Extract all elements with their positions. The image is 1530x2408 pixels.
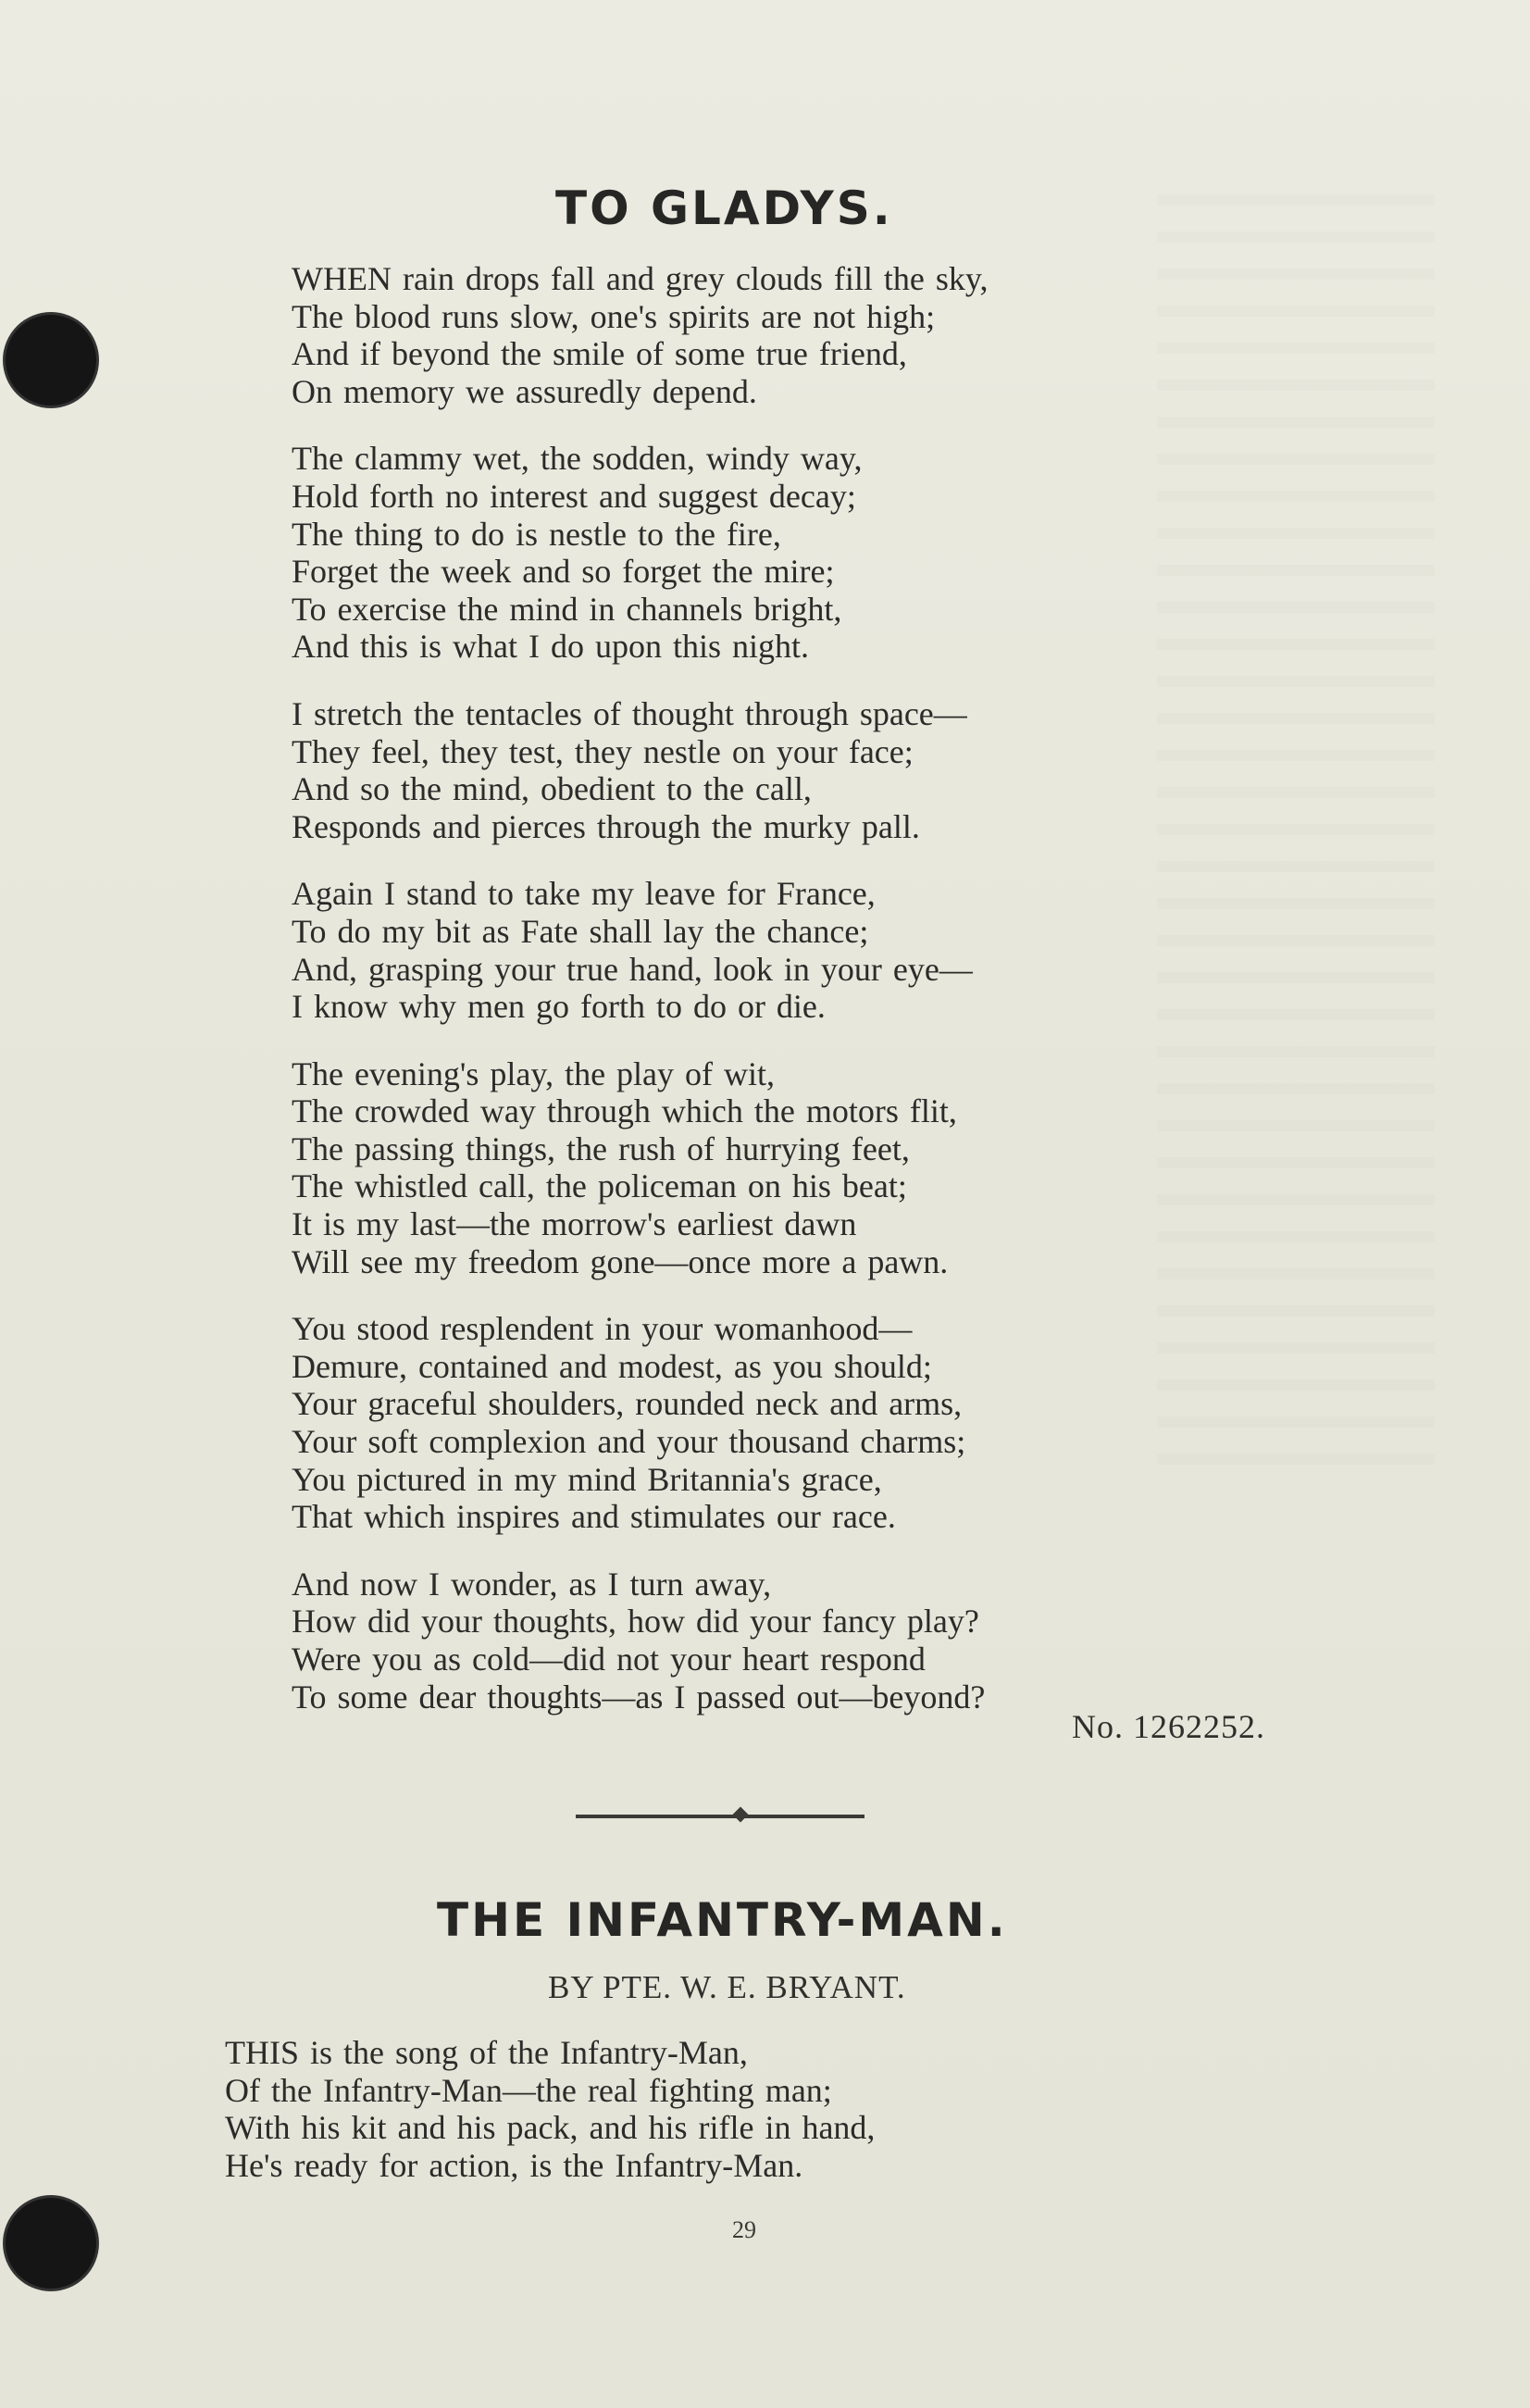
poem-line: And now I wonder, as I turn away,	[292, 1565, 772, 1603]
poem-line: The clammy wet, the sodden, windy way,	[292, 440, 863, 478]
poem-line: And so the mind, obedient to the call,	[292, 770, 812, 808]
poem-line: They feel, they test, they nestle on your face;	[292, 732, 914, 770]
stanza	[292, 695, 988, 845]
poem-line: Your soft complexion and your thousand charms;	[292, 1423, 966, 1461]
poem-line: The passing things, the rush of hurrying feet,	[292, 1129, 910, 1167]
poem-line: And if beyond the smile of some true friend,	[292, 335, 907, 373]
poem-line: Forget the week and so forget the mire;	[292, 553, 835, 591]
poem-line: It is my last—the morrow's earliest dawn	[292, 1205, 857, 1243]
poem-title-infantry-man: THE INFANTRY-MAN.	[437, 1893, 1008, 1947]
poem-line: Again I stand to take my leave for France,	[292, 875, 876, 913]
stanza	[292, 875, 988, 1025]
poem-line: How did your thoughts, how did your fancy play?	[292, 1603, 979, 1641]
poem-line: He's ready for action, is the Infantry-Man.	[225, 2146, 803, 2184]
poem-line: Demure, contained and modest, as you should;	[292, 1347, 932, 1385]
poem-line: The blood runs slow, one's spirits are not high;	[292, 297, 936, 335]
poem-line: The evening's play, the play of wit,	[292, 1054, 776, 1092]
punch-hole-top	[6, 315, 96, 405]
poem-body-infantry-man	[225, 2034, 875, 2184]
poem-line: On memory we assuredly depend.	[292, 372, 757, 410]
poem-line: The thing to do is nestle to the fire,	[292, 515, 781, 553]
stanza	[292, 1310, 988, 1536]
poem-line: Responds and pierces through the murky pall.	[292, 807, 920, 845]
stanza	[225, 2034, 875, 2184]
poem-line: THIS is the song of the Infantry-Man,	[225, 2034, 748, 2071]
poem-line: WHEN rain drops fall and grey clouds fill the sky,	[292, 260, 989, 297]
poem-line: That which inspires and stimulates our race.	[292, 1498, 896, 1536]
poem-line: You stood resplendent in your womanhood—	[292, 1310, 913, 1348]
poem-line: To do my bit as Fate shall lay the chance;	[292, 912, 869, 950]
poem-line: You pictured in my mind Britannia's grace,	[292, 1460, 882, 1498]
poem-line: Hold forth no interest and suggest decay;	[292, 477, 856, 515]
poem-line: And this is what I do upon this night.	[292, 628, 810, 666]
poem-signature: No. 1262252.	[1072, 1708, 1265, 1745]
poem-body-to-gladys	[292, 260, 988, 1716]
show-through-texture	[1157, 194, 1435, 1491]
poem-line: Your graceful shoulders, rounded neck and arms,	[292, 1385, 963, 1423]
poem-line: The whistled call, the policeman on his beat;	[292, 1167, 907, 1205]
poem-line: Of the Infantry-Man—the real fighting man;	[225, 2071, 832, 2109]
page-number: 29	[732, 2216, 756, 2243]
poem-title-to-gladys: TO GLADYS.	[555, 181, 893, 235]
stanza	[292, 440, 988, 666]
poem-line: Were you as cold—did not your heart respond	[292, 1641, 926, 1678]
poem-line: The crowded way through which the motors flit,	[292, 1092, 957, 1130]
punch-hole-bottom	[6, 2198, 96, 2289]
stanza	[292, 1566, 988, 1716]
poem-line: With his kit and his pack, and his rifle in hand,	[225, 2109, 876, 2147]
stanza	[292, 1055, 988, 1281]
poem-line: To some dear thoughts—as I passed out—beyond?	[292, 1678, 986, 1716]
poem-line: I stretch the tentacles of thought through space—	[292, 694, 967, 732]
poem-byline: BY PTE. W. E. BRYANT.	[548, 1969, 906, 2005]
section-divider	[576, 1815, 865, 1818]
poem-line: To exercise the mind in channels bright,	[292, 590, 842, 628]
poem-line: Will see my freedom gone—once more a pawn.	[292, 1242, 949, 1280]
poem-line: And, grasping your true hand, look in your eye—	[292, 950, 973, 988]
stanza	[292, 260, 988, 410]
poem-line: I know why men go forth to do or die.	[292, 988, 826, 1026]
divider-ornament-icon	[733, 1807, 749, 1823]
